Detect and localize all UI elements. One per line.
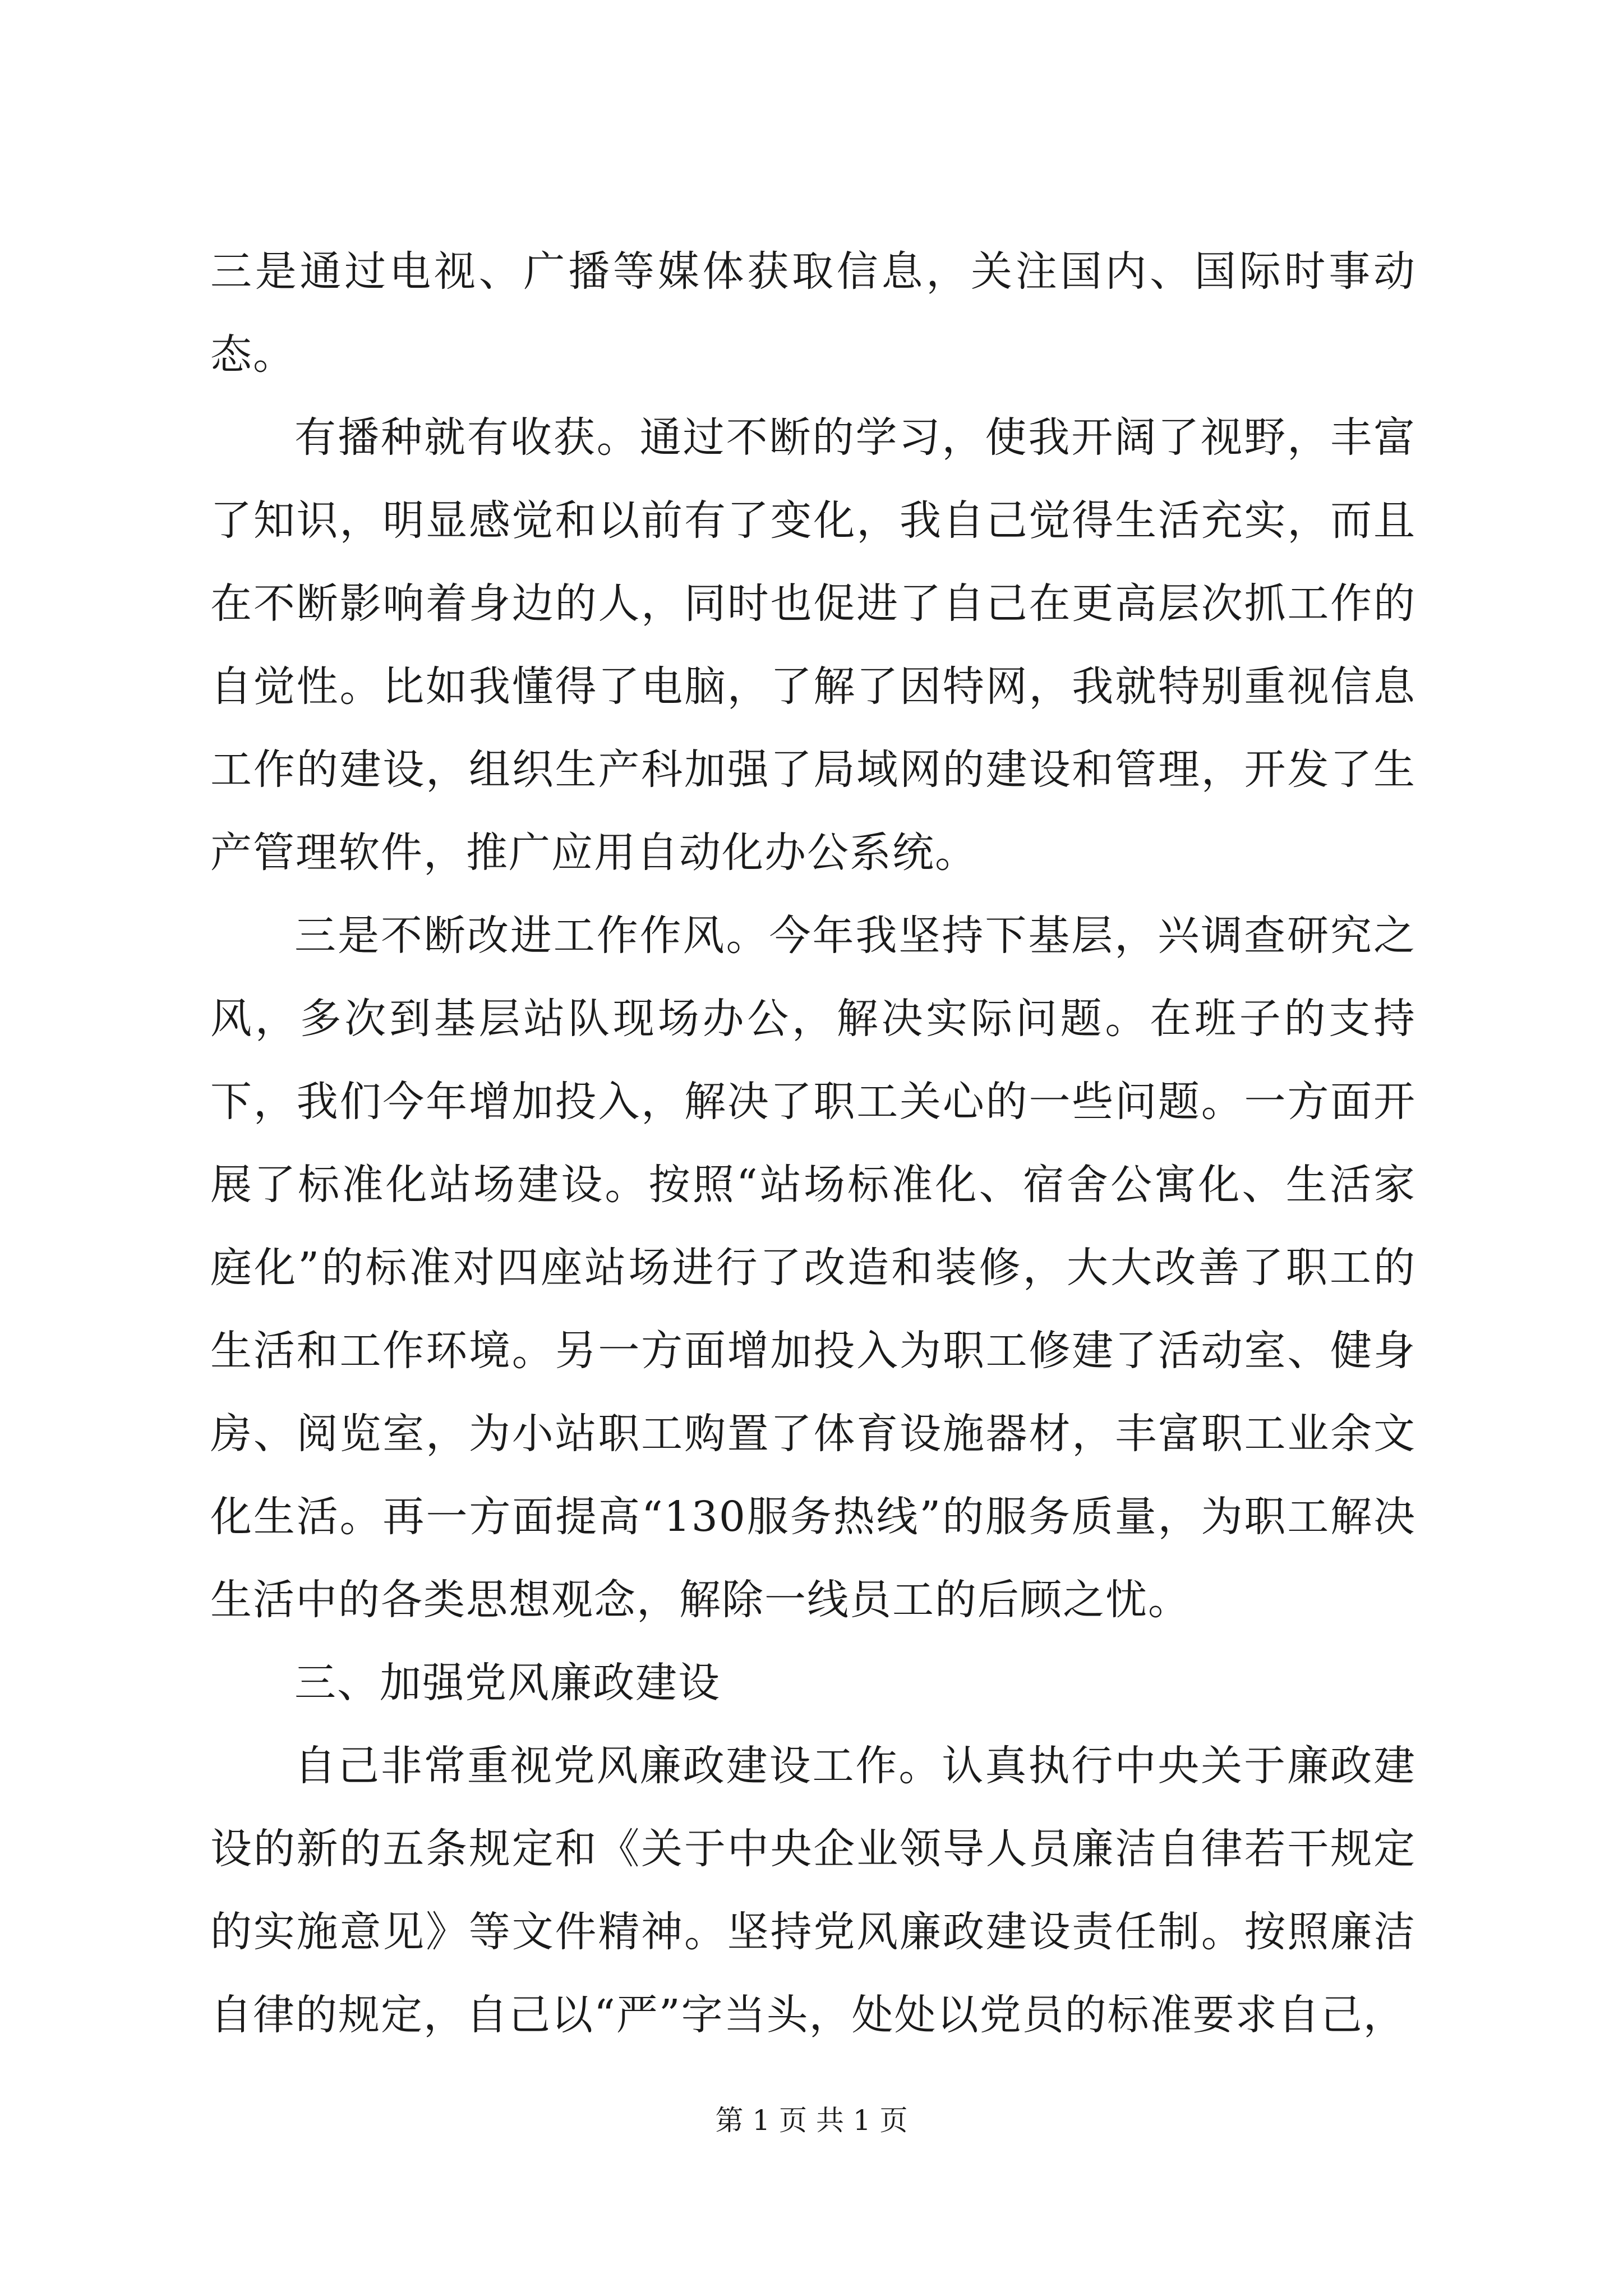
section-heading: 三、加强党风廉政建设 xyxy=(294,1659,721,1707)
paragraph: 有播种就有收获。通过不断的学习，使我开阔了视野，丰富了知识，明显感觉和以前有了变化，我自己觉得生活充实，而且在不断影响着身边的人，同时也促进了自己在更高层次抓工作的自觉性。比如我懂得了电脑，了解了因特网，我就特别重视信息工作的建设，组织生产科加强了局域网的建设和管理，开发了生产管理软件，推广应用自动化办公系统。 xyxy=(210,413,1416,877)
page-footer: 第 1 页 共 1 页 xyxy=(715,2104,908,2137)
paragraph: 三是通过电视、广播等媒体获取信息，关注国内、国际时事动态。 xyxy=(210,247,1416,379)
paragraph: 自己非常重视党风廉政建设工作。认真执行中央关于廉政建设的新的五条规定和《关于中央企业领导人员廉洁自律若干规定的实施意见》等文件精神。坚持党风廉政建设责任制。按照廉洁自律的规定，自己以“严”字当头，处处以党员的标准要求自己， xyxy=(210,1742,1416,2039)
paragraph: 三是不断改进工作作风。今年我坚持下基层，兴调查研究之风，多次到基层站队现场办公，解决实际问题。在班子的支持下，我们今年增加投入，解决了职工关心的一些问题。一方面开展了标准化站场建设。按照“站场标准化、宿舍公寓化、生活家庭化”的标准对四座站场进行了改造和装修，大大改善了职工的生活和工作环境。另一方面增加投入为职工修建了活动室、健身房、阅览室，为小站职工购置了体育设施器材，丰富职工业余文化生活。再一方面提高“130服务热线”的服务质量，为职工解决生活中的各类思想观念，解除一线员工的后顾之忧。 xyxy=(210,912,1416,1624)
document-body xyxy=(210,230,1416,2056)
